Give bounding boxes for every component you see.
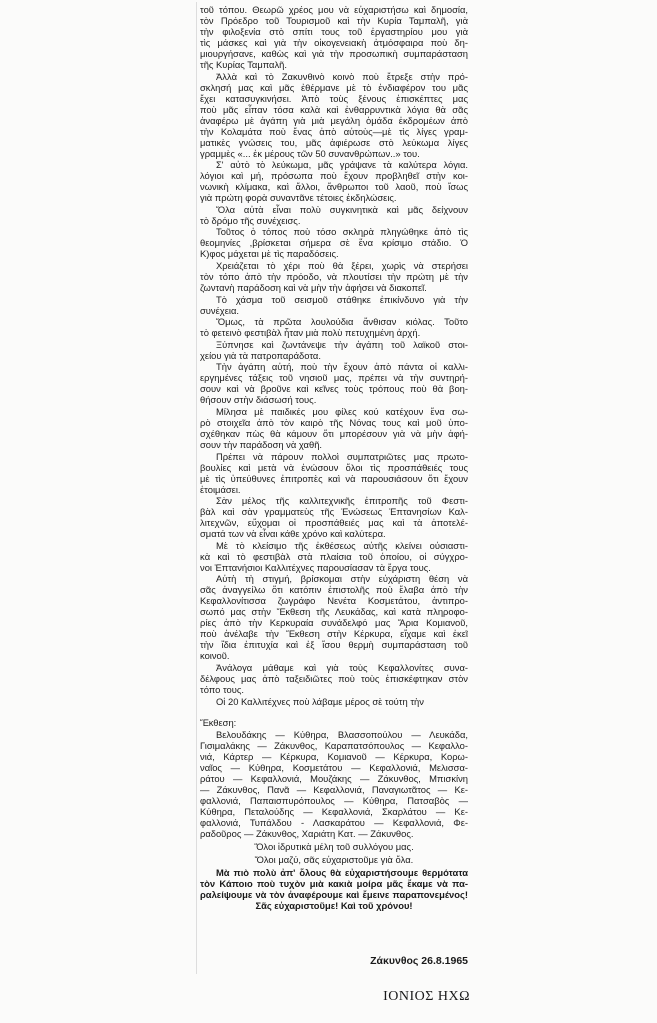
text-line: τὸ φετεινὸ φεστιβὰλ ἦταν μιὰ πολὺ πετυχημένη ἀρχή. bbox=[200, 327, 421, 339]
exhibition-heading bbox=[200, 717, 468, 728]
text-line: Ἔκθεση: bbox=[200, 717, 237, 729]
text-line: ματικὲς γνώσεις του, μᾶς ἀφιέρωσε στὸ λεύκωμα λίγες bbox=[200, 136, 468, 148]
paragraph bbox=[200, 71, 468, 159]
text-line: σουν καὶ νὰ βροῦνε καὶ κεῖνες τοὺς τρόπους ποὺ θὰ βοη- bbox=[200, 383, 468, 395]
text-line: τὴν φιλοξενία στὸ σπίτι τους τοῦ ἐργαστηρίου μου γιὰ bbox=[200, 26, 468, 37]
text-line: Κ)φος μάχεται μὲ τὶς παραδόσεις. bbox=[200, 248, 339, 260]
text-line: Ὅμως, τὰ πρῶτα λουλούδια ἄνθισαν κιόλας. Τοῦτο bbox=[216, 316, 468, 328]
paragraph bbox=[200, 339, 468, 361]
spacer bbox=[200, 707, 468, 717]
text-line: λιτεχνῶν, εὔχομαι οἱ προσπάθειές μας καὶ τὰ ἀποτελέ- bbox=[200, 517, 468, 529]
text-line: δέλφους μας ἀπὸ ταξειδιῶτες ποὺ τοὺς ἐπισκέφτηκαν στὸν bbox=[200, 672, 468, 684]
text-line: Χρειάζεται τὸ χέρι ποὺ θὰ ξέρει, χωρὶς νὰ στερήσει bbox=[216, 259, 468, 271]
text-line: γραμμὲς «... ἐκ μέρους τῶν 50 συνανθρώπων..» του. bbox=[200, 147, 420, 159]
text-line: Μὰ πιὸ πολὺ ἀπ' ὅλους θὰ εὐχαριστήσουμε θερμότατα bbox=[216, 866, 468, 878]
text-line: Κύθηρα, Πεταλούδης — Κεφαλλονιά, Σκαρλάτου — Κε- bbox=[200, 805, 468, 817]
text-line: νοι Ἑπτανήσιοι Καλλιτέχνες παρουσίασαν τὰ ἔργα τους. bbox=[200, 561, 431, 573]
text-line: Πρέπει νὰ πάρουν πολλοὶ συμπατριῶτες μας πρωτο- bbox=[216, 450, 468, 462]
text-line: ἔχει κατασυγκινήσει. Ἀπὸ τοὺς ξένους ἐπισκέπτες μας bbox=[200, 92, 468, 104]
article-column bbox=[200, 4, 468, 911]
paragraph bbox=[200, 4, 468, 70]
text-line: Ἀλλὰ καὶ τὸ Ζακυνθινὸ κοινὸ ποὺ ἔτρεξε στὴν πρό- bbox=[216, 70, 468, 82]
text-line: Ξύπνησε καὶ ζωντάνεψε τὴν ἀγάπη τοῦ λαϊκοῦ στοι- bbox=[216, 338, 468, 350]
text-line: μὲ τὶς ὑπεύθυνες ἐπιτροπὲς καὶ νὰ παρουσιάσουν ὅτι ἔχουν bbox=[200, 472, 468, 484]
text-line: ποὺ μᾶς εἶπαν τόσα καλὰ καὶ ἐνθαρρυντικὰ λόγια θὰ σᾶς bbox=[200, 103, 468, 115]
text-line: ποὺ ἀνέλαβε τὴν Ἔκθεση στὴν Κέρκυρα, εἴχαμε καὶ ἐκεῖ bbox=[200, 628, 468, 640]
text-line: τὸν Πρόεδρο τοῦ Τουρισμοῦ καὶ τὴν Κυρία Ταμπαλῆ, γιὰ bbox=[200, 15, 468, 26]
text-line: τοῦ τόπου. Θεωρῶ χρέος μου νὰ εὐχαριστήσω καὶ δημοσία, bbox=[200, 4, 468, 15]
text-line: κοινοῦ. bbox=[200, 650, 230, 662]
text-line: τὸν τόπο ἀπὸ τὴν πρόοδο, νὰ πλουτίσει τὴν πρώτη μὲ τὴν bbox=[200, 270, 468, 282]
paragraph bbox=[200, 316, 468, 338]
text-line: σχέθηκαν πὼς θὰ κάμουν ὅτι μπορέσουν γιὰ νὰ μὴν ἀφή- bbox=[200, 427, 468, 439]
text-line: Γισιμαλάκης — Ζάκυνθος, Καραπατσόπουλος — Κεφαλλο- bbox=[200, 739, 468, 751]
artist-list bbox=[200, 729, 468, 839]
paragraph bbox=[200, 159, 468, 203]
text-line: σματά των νὰ εἶναι κάθε χρόνο καὶ καλύτερα. bbox=[200, 528, 386, 540]
paragraph bbox=[200, 294, 468, 316]
text-line: συνέχεια. bbox=[200, 304, 239, 316]
paragraph bbox=[200, 260, 468, 293]
text-line: εργημένες τάξεις τοῦ νησιοῦ μας, πρέπει νὰ τὴν συντηρή- bbox=[200, 372, 468, 384]
text-line: νιά, Κάρτερ — Κέρκυρα, Κομιανοῦ — Κέρκυρα, Κορω- bbox=[200, 750, 468, 762]
thanks-paragraph bbox=[200, 867, 468, 911]
text-line: τῆς Κυρίας Ταμπαλῆ. bbox=[200, 59, 287, 70]
text-line: Αὐτὴ τὴ στιγμή, βρίσκομαι στὴν εὐχάριστη θέση νὰ bbox=[216, 573, 468, 585]
text-line: ἀναφέρω μὲ ἀγάπη γιὰ μιὰ μεγάλη ὁμάδα ἐκδρομέων ἀπὸ bbox=[200, 114, 468, 126]
text-line: φαλλονιά, Παπαισπυρόπουλος — Κύθηρα, Πατσαβὸς — bbox=[200, 794, 468, 806]
paragraph bbox=[200, 406, 468, 450]
paragraph bbox=[200, 662, 468, 695]
text-line: σωπό μας στὴν Ἔκθεση τῆς Λευκάδας, καὶ κατὰ πληροφο- bbox=[200, 606, 468, 618]
text-line: Σὰν μέλος τῆς καλλιτεχνικῆς ἐπιτροπῆς τοῦ Φεστι- bbox=[216, 495, 468, 507]
text-line: Μίλησα μὲ παιδικές μου φίλες κού κατέχουν ἕνα σω- bbox=[216, 405, 468, 417]
text-line: Ὅλα αὐτὰ εἶναι πολὺ συγκινητικὰ καὶ μᾶς δείχνουν bbox=[216, 203, 468, 215]
text-line: φαλλονιά, Τυπάλδου - Λασκαράτου — Κεφαλλονιά, Φε- bbox=[200, 816, 468, 828]
text-line: Κεφαλλονίτισσα ζωγράφο Νενέτα Κοσμετάτου, ἀντιπρο- bbox=[200, 595, 468, 607]
text-line: βὰλ καὶ σὰν γραμματεὺς τῆς Ἑνώσεως Ἑπτανησίων Καλ- bbox=[200, 506, 468, 518]
text-line: τὶς μάσκες καὶ γιὰ τὴν οἰκογενειακὴ ἀτμόσφαιρα ποὺ δη- bbox=[200, 37, 468, 48]
text-line: Βελουδάκης — Κύθηρα, Βλασσοπούλου — Λευκάδα, bbox=[216, 728, 468, 740]
text-line: — Ζάκυνθος, Πανᾶ — Κεφαλλονιά, Παναγιωτᾶτος — Κε- bbox=[200, 783, 468, 795]
place-date-signature: Ζάκυνθος 26.8.1965 bbox=[370, 955, 468, 967]
text-line: ζωντανὴ παράδοση καὶ νὰ μὴν τὴν ἀφήσει νὰ διακοπεῖ. bbox=[200, 281, 427, 293]
text-line: θήσουν στὴν διάσωσή τους. bbox=[200, 394, 317, 406]
text-line: Σ' αὐτὸ τὸ λεύκωμα, μᾶς γράψανε τὰ καλύτερα λόγια. bbox=[216, 159, 468, 171]
text-line: βουλίες καὶ μετὰ νὰ ἑνώσουν ὅλοι τὶς προσπάθειές τους bbox=[200, 461, 468, 473]
text-line: τόπο τους. bbox=[200, 683, 244, 695]
text-line: κὰ καὶ τὸ φεστιβὰλ στὰ πλαίσια τοῦ ὁποίου, οἱ σύγχρο- bbox=[200, 550, 468, 562]
paragraph bbox=[200, 495, 468, 539]
text-line: ρίες ἀπὸ τὴν Κερκυραία συνάδελφό μας Ἄρια Κομιανοῦ, bbox=[200, 617, 468, 629]
text-line: νωνικὴ κλίμακα, καὶ ἄλλοι, ἄνθρωποι τοῦ λαοῦ, ποὺ ἴσως bbox=[200, 181, 468, 193]
paragraph bbox=[200, 226, 468, 259]
text-line: ραλείψουμε νὰ τὸν ἀναφέρουμε καὶ ἔμεινε παραπονεμένος! bbox=[200, 888, 468, 900]
paragraph bbox=[200, 361, 468, 405]
text-line: τὸ δρόμο τῆς συνέχεισς. bbox=[200, 214, 301, 226]
text-line: τὴν Κολαμάτα ποὺ ἕνας ἀπὸ αὐτοὺς—μὲ τὶς λίγες γραμ- bbox=[200, 125, 468, 137]
text-line: Ὅλοι μαζύ, σᾶς εὐχαριστοῦμε γιὰ ὅλα. bbox=[254, 853, 414, 865]
text-line: Ἀνάλογα μάθαμε καὶ γιὰ τοὺς Κεφαλλονίτες συνα- bbox=[216, 661, 468, 673]
text-line: σουν τὴν παράδοση νὰ χαθῆ. bbox=[200, 438, 323, 450]
text-line: γιὰ πρώτη φορὰ συναντᾶνε τέτοιες ἐκδηλώσεις. bbox=[200, 192, 397, 204]
paragraph bbox=[200, 204, 468, 226]
paragraph bbox=[200, 451, 468, 495]
text-line: σκλησή μας καὶ μᾶς ἐθέρμανε μὲ τὸ ἐνδιαφέρον του μᾶς bbox=[200, 81, 468, 93]
text-line: Οἱ 20 Καλλιτέχνες ποὺ λάβαμε μέρος σὲ τούτη τὴν bbox=[216, 695, 424, 707]
text-line: Τὴν ἀγάπη αὐτή, ποὺ τὴν ἔχουν ἀπὸ πάντα οἱ καλλι- bbox=[216, 361, 468, 373]
text-line: Τοῦτος ὁ τόπος ποὺ τόσο σκληρὰ πληγώθηκε ἀπὸ τὶς bbox=[216, 226, 468, 238]
text-line: μιουργήσανε, καθὼς καὶ γιὰ τὴν προσωπικὴ συμπαράσταση bbox=[200, 48, 468, 59]
text-line: ράτου — Κεφαλλονιά, Μουζάκης — Ζάκυνθος, Μπισκίνη bbox=[200, 772, 468, 784]
text-line: Ὅλοι ἱδρυτικὰ μέλη τοῦ συλλόγου μας. bbox=[254, 840, 414, 852]
paragraph bbox=[200, 540, 468, 573]
text-line: Σᾶς εὐχαριστοῦμε! Καὶ τοῦ χρόνου! bbox=[255, 899, 413, 911]
text-line: χείου γιὰ τὰ πατροπαράδοτα. bbox=[200, 349, 321, 361]
text-line: ἑτοιμάσει. bbox=[200, 483, 241, 495]
text-line: ραδοῦρος — Ζάκυνθος, Χαριάτη Κατ. — Ζάκυνθος. bbox=[200, 827, 414, 839]
text-line: Μὲ τὸ κλείσιμο τῆς ἐκθέσεως αὐτῆς κλείνει οὐσιαστι- bbox=[216, 539, 468, 551]
text-line: θεομηνίες ,βρίσκεται σήμερα σὲ ἕνα κρίσιμο στάδιο. Ὁ bbox=[200, 237, 468, 249]
paragraph bbox=[200, 573, 468, 661]
paragraph bbox=[200, 696, 468, 707]
text-line: Τὸ χάσμα τοῦ σεισμοῦ στάθηκε ἐπικίνδυνο γιὰ τὴν bbox=[216, 293, 468, 305]
text-line: σᾶς ἀναγγείλω ὅτι κατόπιν ἐπιστολῆς ποὺ ἔλαβα ἀπὸ τὴν bbox=[200, 584, 468, 596]
text-line: ρὸ στοιχεῖα ἀπὸ τὸν καιρὸ τῆς Νόνας τους καὶ μοῦ ὑπο- bbox=[200, 416, 468, 428]
text-line: ναῖος — Κύθηρα, Κοσμετάτου — Κεφαλλονιά, Μελισσα- bbox=[200, 761, 468, 773]
text-line: λόγιοι καὶ μή, πρόσωπα ποὺ ἔχουν προβληθεῖ στὴν κοι- bbox=[200, 170, 468, 182]
text-line: τὸν Κάποιο ποὺ τυχὸν μιὰ κακιὰ μοίρα μᾶς ἔκαμε νὰ πα- bbox=[200, 877, 468, 889]
text-line: τὴν ἴδια ἐπιτυχία καὶ ἐξ ἴσου θερμὴ συμπαράσταση τοῦ bbox=[200, 639, 468, 651]
closing-lines bbox=[200, 841, 468, 865]
publication-name: ΙΟΝΙΟΣ ΗΧΩ bbox=[383, 989, 470, 1004]
